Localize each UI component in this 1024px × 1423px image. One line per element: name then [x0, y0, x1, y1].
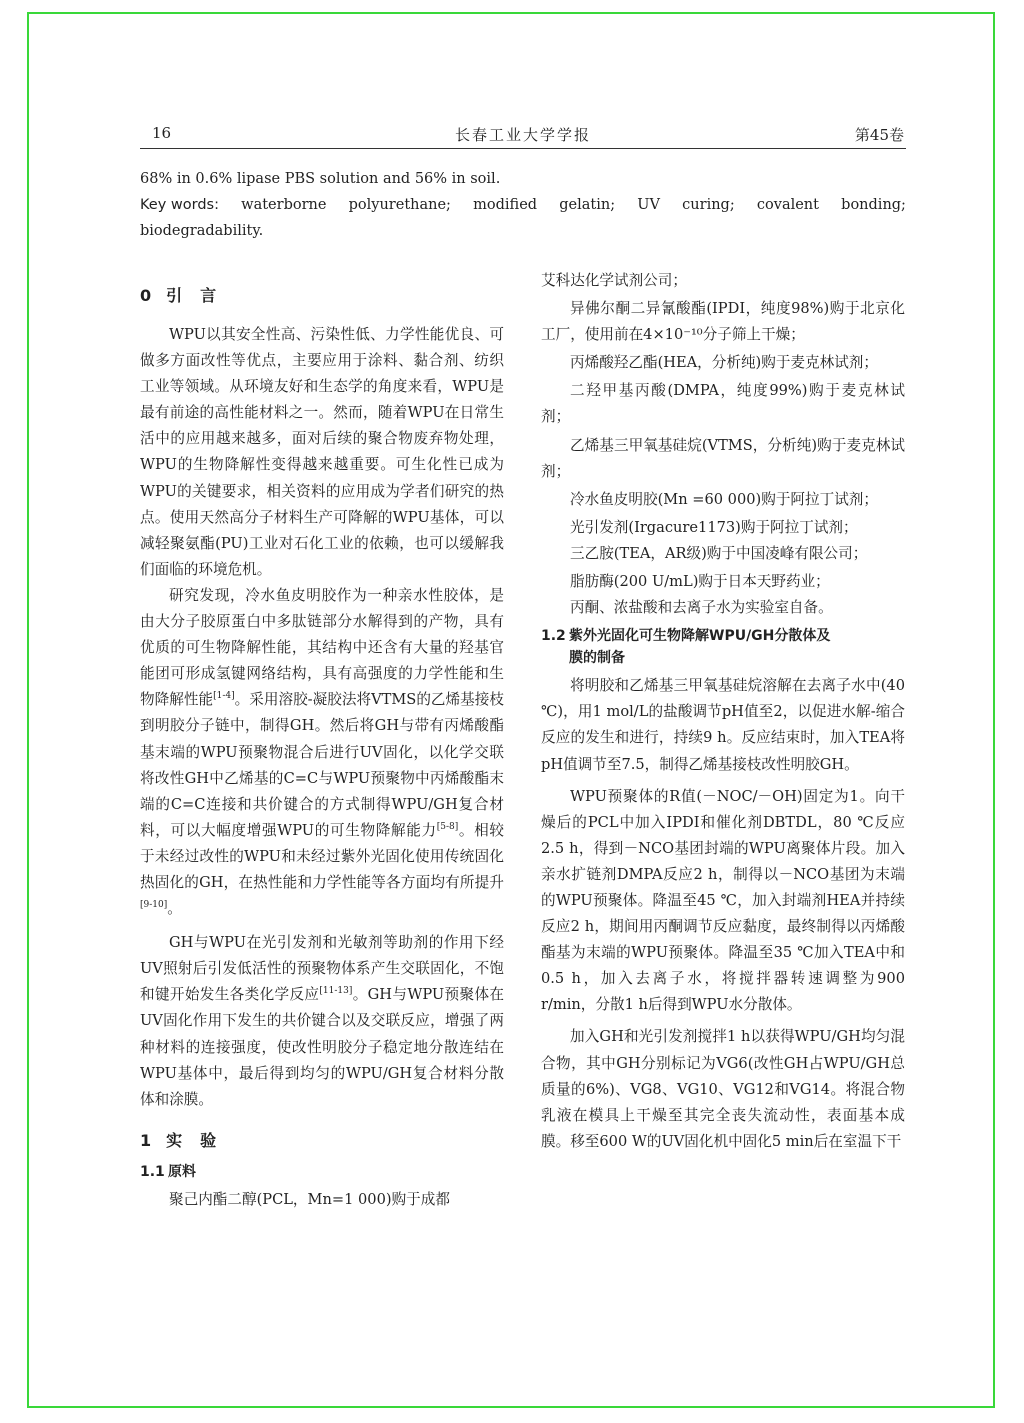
keyword: polyurethane;	[348, 197, 451, 213]
keyword: modified	[473, 197, 538, 213]
subsection-title: 原料	[168, 1163, 196, 1180]
text-run: 。	[167, 900, 182, 918]
subsection-heading-materials	[140, 1161, 504, 1183]
keywords-line	[140, 192, 906, 218]
paragraph: 丙酮、浓盐酸和去离子水为实验室自备。	[570, 599, 833, 617]
section-heading-intro	[140, 280, 504, 312]
subsection-number: 1.1	[140, 1163, 165, 1180]
keyword: UV	[637, 197, 660, 213]
page-number: 16	[152, 124, 172, 142]
section-title: 引 言	[166, 286, 218, 305]
keyword: covalent	[756, 197, 819, 213]
text-run: 。GH与WPU预聚体在UV固化作用下发生的共价键合以及交联反应，增强了两种材料的连接强度，使改性明胶分子稳定地分散连结在WPU基体中，最后得到均匀的WPU/GH复合材料分散体和涂膜。	[140, 986, 504, 1108]
text-run: 。相较于未经过改性的WPU和未经过紫外光固化使用传统固化热固化的GH，在热性能和力学性能等各方面均有所提升	[140, 821, 504, 891]
running-header	[140, 122, 906, 149]
paragraph: WPU以其安全性高、污染性低、力学性能优良、可做多方面改性等优点，主要应用于涂料、黏合剂、纺织工业等领域。从环境友好和生态学的角度来看，WPU是最有前途的高性能材料之一。然而，随着WPU在日常生活中的应用越来越多，面对后续的聚合物废弃物处理，WPU的生物降解性变得越来越重要。可生化性已成为WPU的关键要求，相关资料的应用成为学者们研究的热点。使用天然高分子材料生产可降解的WPU基体，可以减轻聚氨酯(PU)工业对石化工业的依赖，也可以缓解我们面临的环境危机。	[140, 326, 504, 578]
keyword: gelatin;	[559, 197, 616, 213]
right-column	[541, 268, 905, 1155]
text-run: 。采用溶胶-凝胶法将VTMS的乙烯基接枝到明胶分子链中，制得GH。然后将GH与带有丙烯酸酯基末端的WPU预聚物混合后进行UV固化，以化学交联将改性GH中乙烯基的C=C与WPU预聚物中丙烯酸酯末端的C=C连接和共价键合的方式制得WPU/GH复合材料，可以大幅度增强WPU的可生物降解能力	[140, 691, 504, 839]
volume-label: 第45卷	[854, 126, 904, 144]
paragraph: 异佛尔酮二异氰酸酯(IPDI，纯度98%)购于北京化工厂，使用前在4×10⁻¹⁰分子筛上干燥；	[541, 300, 905, 344]
keyword: waterborne	[241, 197, 327, 213]
citation: [9-10]	[140, 900, 168, 911]
keywords-label: Key words:	[140, 197, 219, 213]
keyword: bonding;	[841, 197, 906, 213]
subsection-number: 1.2	[541, 628, 566, 645]
section-title: 实 验	[166, 1130, 218, 1150]
citation: [1-4]	[213, 691, 235, 702]
left-column	[140, 280, 504, 1213]
journal-name: 长春工业大学学报	[454, 126, 591, 144]
paragraph: 丙烯酸羟乙酯(HEA，分析纯)购于麦克林试剂；	[570, 354, 878, 372]
paragraph: 艾科达化学试剂公司；	[541, 272, 687, 289]
abstract-tail	[140, 166, 906, 244]
paragraph: 将明胶和乙烯基三甲氧基硅烷溶解在去离子水中(40 ℃)，用1 mol/L的盐酸调节pH值至2，以促进水解-缩合反应的发生和进行，持续9 h。反应结束时，加入TEA将pH值调节至7.5，制得乙烯基接枝改性明胶GH。	[541, 677, 905, 773]
keyword-last: biodegradability.	[140, 223, 264, 239]
paragraph: WPU预聚体的R值(－NOC/－OH)固定为1。向干燥后的PCL中加入IPDI和催化剂DBTDL，80 ℃反应2.5 h，得到－NCO基团封端的WPU离聚体片段。加入亲水扩链剂DMPA反应2 h，制得以－NCO基团为末端的WPU预聚体。降温至45 ℃，加入封端剂HEA并持续反应2 h，期间用丙酮调节反应黏度，最终制得以丙烯酸酯基为末端的WPU预聚体。降温至35 ℃加入TEA中和0.5 h，加入去离子水，将搅拌器转速调整为900 r/min，分散1 h后得到WPU水分散体。	[541, 787, 905, 1014]
citation: [5-8]	[436, 821, 459, 832]
paragraph: 三乙胺(TEA，AR级)购于中国凌峰有限公司；	[570, 544, 868, 562]
section-heading-experiment	[140, 1125, 504, 1157]
paragraph: 光引发剂(Irgacure1173)购于阿拉丁试剂；	[570, 518, 858, 536]
paragraph: 聚己内酯二醇(PCL，Mn=1 000)购于成都	[169, 1190, 450, 1208]
paragraph: 乙烯基三甲氧基硅烷(VTMS，分析纯)购于麦克林试剂；	[541, 436, 905, 480]
subsection-title-line2: 膜的制备	[569, 650, 625, 667]
section-number: 0	[140, 286, 153, 305]
abstract-last-line: 68% in 0.6% lipase PBS solution and 56% in soil.	[140, 171, 501, 187]
text-run: GH与WPU在光引发剂和光敏剂等助剂的作用下经UV照射后引发低活性的预聚物体系产生交联固化，不饱和键开始发生各类化学反应	[140, 934, 504, 1004]
section-number: 1	[140, 1130, 153, 1150]
paragraph: 脂肪酶(200 U/mL)购于日本天野药业；	[570, 573, 830, 591]
paragraph: 加入GH和光引发剂搅拌1 h以获得WPU/GH均匀混合物，其中GH分别标记为VG6(改性GH占WPU/GH总质量的6%)、VG8、VG10、VG12和VG14。将混合物乳液在模具上干燥至其完全丧失流动性，表面基本成膜。移至600 W的UV固化机中固化5 min后在室温下干	[541, 1028, 905, 1150]
text-run: 研究发现，冷水鱼皮明胶作为一种亲水性胶体，是由大分子胶原蛋白中多肽链部分水解得到的产物，具有优质的可生物降解性能，其结构中还含有大量的羟基官能团可形成氢键网络结构，具有高强度的力学性能和生物降解性能	[140, 586, 504, 709]
paragraph: 二羟甲基丙酸(DMPA，纯度99%)购于麦克林试剂；	[541, 382, 905, 426]
subsection-heading-preparation	[541, 625, 905, 669]
paragraph	[140, 930, 504, 1113]
subsection-title: 紫外光固化可生物降解WPU/GH分散体及	[569, 628, 831, 645]
citation: [11-13]	[319, 986, 353, 997]
paragraph	[140, 583, 504, 922]
paragraph: 冷水鱼皮明胶(Mn =60 000)购于阿拉丁试剂；	[570, 490, 878, 508]
keyword: curing;	[682, 197, 735, 213]
